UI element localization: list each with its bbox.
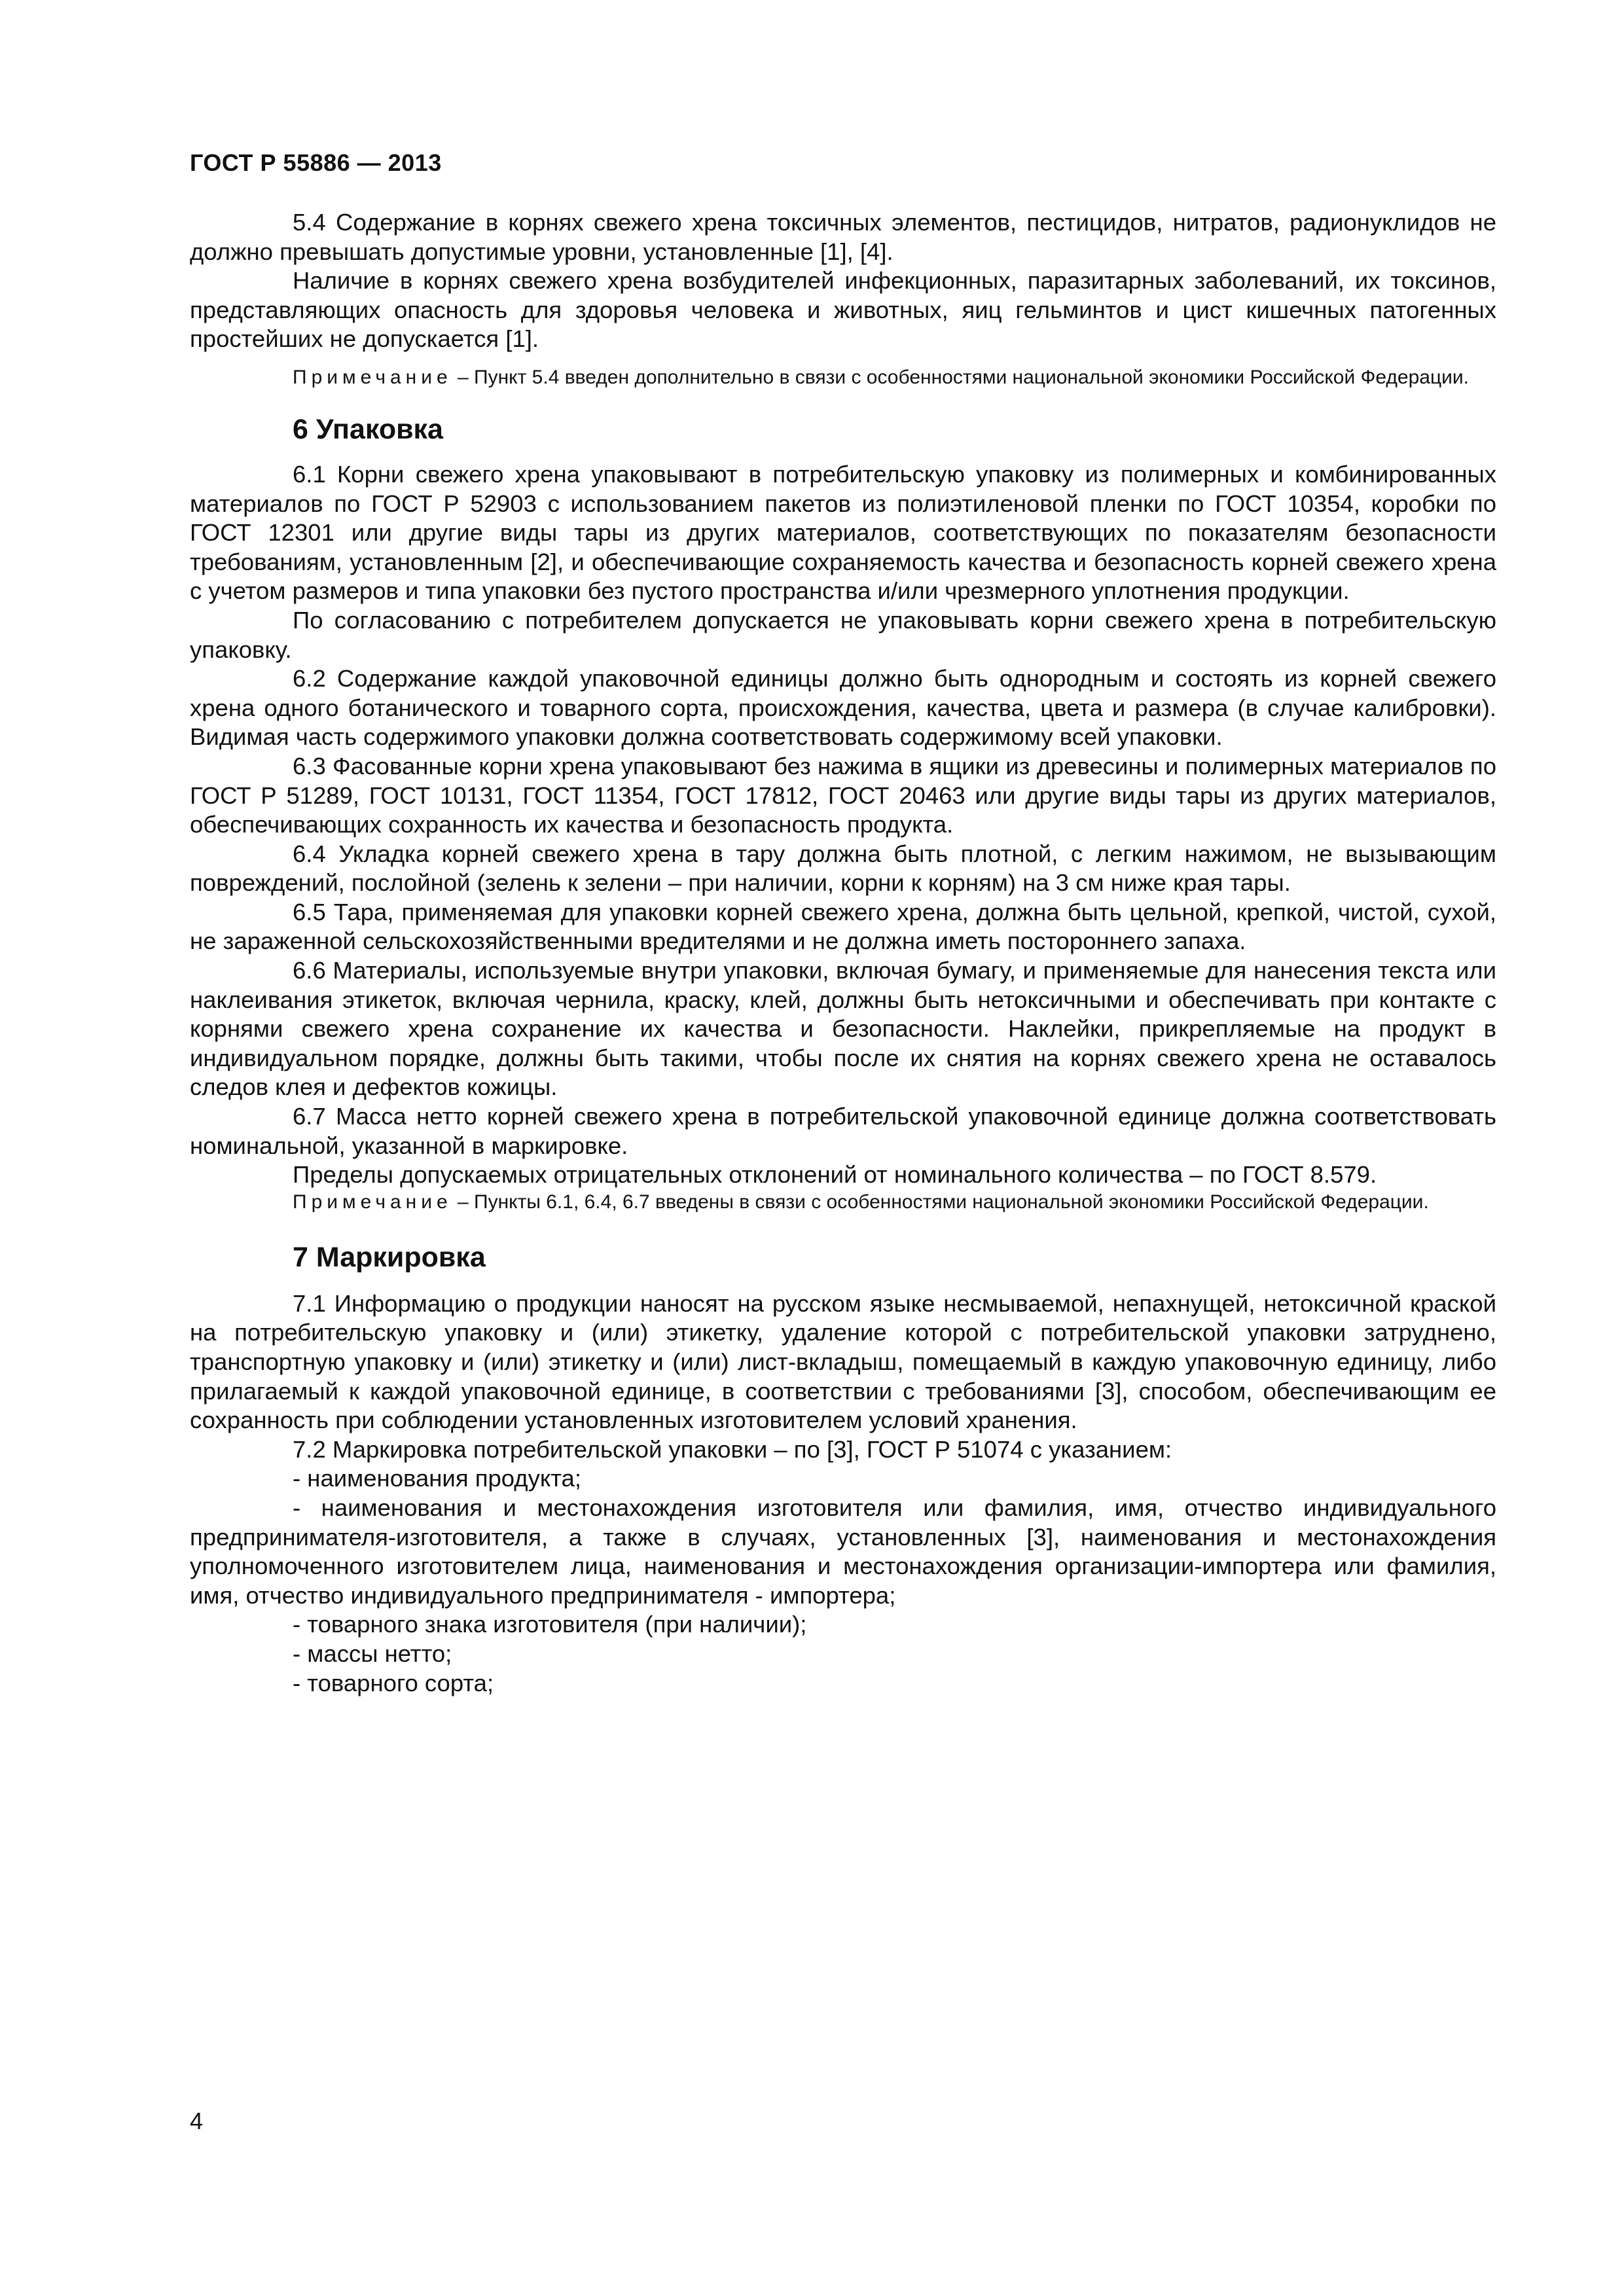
note-prefix: Примечание (293, 366, 452, 388)
paragraph-6-1: 6.1 Корни свежего хрена упаковывают в потребительскую упаковку из полимерных и комбинированных материалов по ГОСТ Р 52903 с использованием пакетов из полиэтиленовой пленки по ГОСТ 10354, коробки по ГОСТ 12301 или другие виды тары из других материалов, соответствующих по показателям безопасности требованиям, установленным [2], и обеспечивающие сохраняемость качества и безопасность корней свежего хрена с учетом размеров и типа упаковки без пустого пространства и/или чрезмерного уплотнения продукции. (190, 460, 1496, 605)
section-heading-packaging: 6 Упаковка (293, 413, 443, 445)
paragraph-agreement: По согласованию с потребителем допускается не упаковывать корни свежего хрена в потребительскую упаковку. (190, 606, 1496, 663)
page-content (190, 208, 1496, 1698)
paragraph-7-1: 7.1 Информацию о продукции наносят на русском языке несмываемой, непахнущей, нетоксичной краской на потребительскую упаковку и (или) этикетку, удаление которой с потребительской упаковки затруднено, транспортную упаковку и (или) этикетку и (или) лист-вкладыш, помещаемый в каждую упаковочную единицу, либо прилагаемый к каждой упаковочной единице, в соответствии с требованиями [3], способом, обеспечивающим ее сохранность при соблюдении установленных изготовителем условий хранения. (190, 1289, 1496, 1434)
note-text: – Пункт 5.4 введен дополнительно в связи с особенностями национальной экономики Российской Федерации. (452, 366, 1470, 388)
paragraph-6-4: 6.4 Укладка корней свежего хрена в тару должна быть плотной, с легким нажимом, не вызывающим повреждений, послойной (зелень к зелени – при наличии, корни к корням) на 3 см ниже края тары. (190, 840, 1496, 897)
page-number: 4 (190, 2108, 204, 2134)
list-item: - товарного знака изготовителя (при наличии); (293, 1611, 807, 1638)
paragraph-pathogens: Наличие в корнях свежего хрена возбудителей инфекционных, паразитарных заболеваний, их токсинов, представляющих опасность для здоровья человека и животных, яиц гельминтов и цист кишечных патогенных простейших не допускается [1]. (190, 267, 1496, 353)
paragraph-6-2: 6.2 Содержание каждой упаковочной единицы должно быть однородным и состоять из корней свежего хрена одного ботанического и товарного сорта, происхождения, качества, цвета и размера (в случае калибровки). Видимая часть содержимого упаковки должна соответствовать содержимому всей упаковки. (190, 665, 1496, 751)
note-prefix: Примечание (293, 1191, 452, 1213)
list-item: - наименования и местонахождения изготовителя или фамилия, имя, отчество индивидуального предпринимателя-изготовителя, а также в случаях, установленных [3], наименования и местонахождения уполномоченного изготовителем лица, наименования и местонахождения организации-импортера или фамилия, имя, отчество индивидуального предпринимателя - импортера; (190, 1494, 1496, 1609)
section-heading-marking: 7 Маркировка (293, 1241, 486, 1273)
paragraph-6-5: 6.5 Тара, применяемая для упаковки корней свежего хрена, должна быть цельной, крепкой, чистой, сухой, не зараженной сельскохозяйственными вредителями и не должна иметь постороннего запаха. (190, 898, 1496, 955)
paragraph-limits: Пределы допускаемых отрицательных отклонений от номинального количества – по ГОСТ 8.579. (293, 1161, 1377, 1189)
paragraph-7-2: 7.2 Маркировка потребительской упаковки – по [3], ГОСТ Р 51074 с указанием: (293, 1435, 1172, 1463)
paragraph-6-6: 6.6 Материалы, используемые внутри упаковки, включая бумагу, и применяемые для нанесения текста или наклеивания этикеток, включая чернила, краску, клей, должны быть нетоксичными и обеспечивать при контакте с корнями свежего хрена сохранение их качества и безопасности. Наклейки, прикрепляемые на продукт в индивидуальном порядке, должны быть такими, чтобы после их снятия на корнях свежего хрена не оставалось следов клея и дефектов кожицы. (190, 957, 1496, 1101)
list-item: - массы нетто; (293, 1640, 452, 1667)
list-item: - товарного сорта; (293, 1669, 494, 1696)
paragraph-6-3: 6.3 Фасованные корни хрена упаковывают без нажима в ящики из древесины и полимерных материалов по ГОСТ Р 51289, ГОСТ 10131, ГОСТ 11354, ГОСТ 17812, ГОСТ 20463 или другие виды тары из других материалов, обеспечивающих сохранность их качества и безопасность продукта. (190, 752, 1496, 838)
paragraph-6-7: 6.7 Масса нетто корней свежего хрена в потребительской упаковочной единице должна соответствовать номинальной, указанной в маркировке. (190, 1103, 1496, 1159)
note-section-6 (190, 1190, 1496, 1214)
document-code-header: ГОСТ Р 55886 — 2013 (190, 149, 442, 176)
note-section-5 (190, 365, 1496, 389)
paragraph-5-4: 5.4 Содержание в корнях свежего хрена токсичных элементов, пестицидов, нитратов, радионуклидов не должно превышать допустимые уровни, установленные [1], [4]. (190, 209, 1496, 265)
note-text: – Пункты 6.1, 6.4, 6.7 введены в связи с особенностями национальной экономики Российской Федерации. (452, 1191, 1429, 1213)
list-item: - наименования продукта; (293, 1465, 581, 1492)
